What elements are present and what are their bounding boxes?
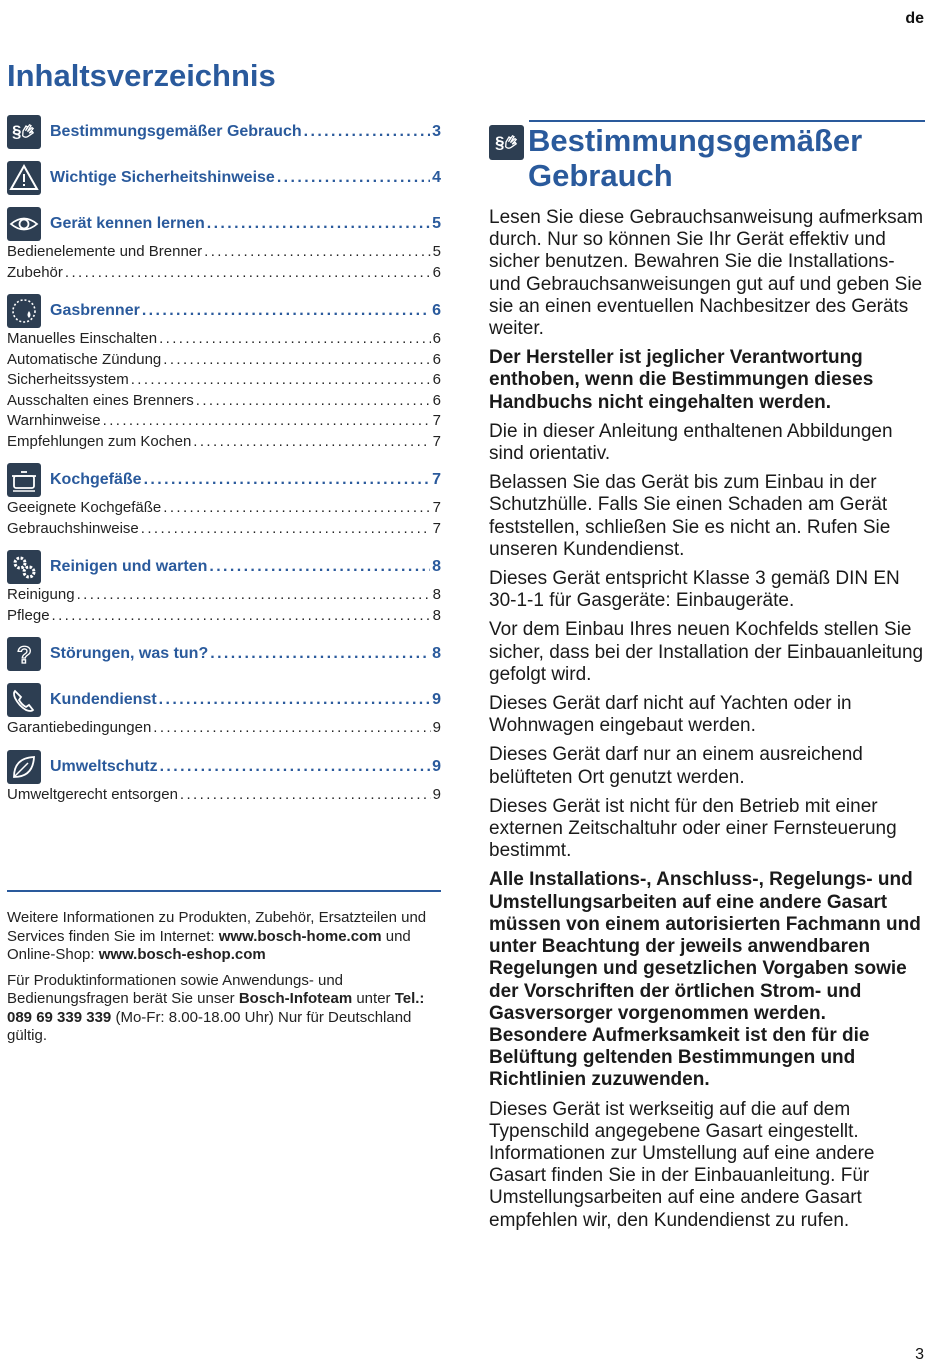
toc-section-gasbrenner[interactable] <box>7 292 441 330</box>
toc-subentry[interactable] <box>7 499 441 520</box>
toc-label: Empfehlungen zum Kochen <box>7 432 192 450</box>
svg-text:§: § <box>494 132 504 152</box>
paragraph-hand-icon <box>489 125 524 160</box>
toc-label: Geeignete Kochgefäße <box>7 499 162 516</box>
toc-label: Bestimmungsgemäßer Gebrauch <box>50 123 302 140</box>
shop-link[interactable]: www.bosch-eshop.com <box>98 946 266 963</box>
hotline-info <box>7 972 441 1046</box>
heading-rule <box>529 120 925 122</box>
toc-label: Garantiebedingungen <box>7 719 152 736</box>
toc-page: 8 <box>432 606 441 624</box>
toc-page: 6 <box>432 350 441 368</box>
toc-subentry[interactable] <box>7 586 441 607</box>
toc-label: Zubehör <box>7 263 63 281</box>
toc-page: 8 <box>432 558 441 575</box>
paragraph-emphasis: Der Hersteller ist jeglicher Verantwortung enthoben, wenn die Bestimmungen dieses Handbuchs nicht eingehalten werden. <box>489 347 874 413</box>
hotline-hours: (Mo-Fr: 8.00-18.00 Uhr) Nur für Deutschland gültig. <box>7 1008 412 1044</box>
toc-section-kundendienst[interactable] <box>7 681 441 719</box>
toc-label: Gasbrenner <box>50 302 140 319</box>
toc-page: 6 <box>432 302 441 319</box>
toc-label: Gerät kennen lernen <box>50 215 205 232</box>
toc-subentry[interactable] <box>7 433 441 454</box>
toc-label: Umweltgerecht entsorgen <box>7 785 178 803</box>
toc-page: 3 <box>432 123 441 140</box>
toc-section-geraet-kennen-lernen[interactable] <box>7 205 441 243</box>
toc-page: 9 <box>432 691 441 708</box>
toc-label: Reinigen und warten <box>50 558 208 575</box>
section-bestimmungsgemaesser-gebrauch <box>489 120 925 1239</box>
toc-subentry[interactable] <box>7 330 441 351</box>
svg-text:?: ? <box>17 642 32 669</box>
toc-label: Warnhinweise <box>7 412 101 429</box>
toc-page: 7 <box>432 499 441 516</box>
website-link[interactable]: www.bosch-home.com <box>218 927 382 945</box>
toc-page: 8 <box>432 586 441 603</box>
toc-label: Ausschalten eines Brenners <box>7 391 194 409</box>
toc-subentry[interactable] <box>7 351 441 372</box>
toc-page: 9 <box>432 757 441 775</box>
toc-label: Bedienelemente und Brenner <box>7 243 203 260</box>
toc-label: Sicherheitssystem <box>7 371 129 388</box>
toc-subentry[interactable] <box>7 243 441 264</box>
cookware-pot-icon <box>7 463 41 497</box>
page-number: 3 <box>915 1346 924 1363</box>
paragraph: Dieses Gerät entspricht Klasse 3 gemäß DIN EN 30-1-1 für Gasgeräte: Einbaugeräte. <box>489 568 900 612</box>
divider <box>7 890 441 892</box>
web-info <box>7 909 441 965</box>
toc-label: Kochgefäße <box>50 471 142 488</box>
toc-section-kochgefaesse[interactable] <box>7 461 441 499</box>
toc-page: 9 <box>432 785 441 803</box>
toc-label: Manuelles Einschalten <box>7 330 158 347</box>
paragraph: Dieses Gerät ist werkseitig auf die auf dem Typenschild angegebene Gasart eingestellt. Informationen zur Umstellung auf eine andere Gasart finden Sie in der Einbauanleitung. Für Umstellungsarbeiten auf eine andere Gasart empfehlen wir, den Kundendienst zu rufen. <box>489 1098 875 1231</box>
warning-triangle-icon <box>7 161 41 195</box>
toc-section-umweltschutz[interactable] <box>7 748 441 786</box>
paragraph: Die in dieser Anleitung enthaltenen Abbildungen sind orientativ. <box>489 420 893 465</box>
hotline-text: Für Produktinformationen sowie Anwendungs- und Bedienungsfragen berät Sie unser <box>7 971 344 1007</box>
eye-icon <box>7 207 41 241</box>
toc-subentry[interactable] <box>7 392 441 413</box>
toc-page: 7 <box>432 432 441 450</box>
toc-section-stoerungen[interactable] <box>7 635 441 673</box>
toc-subentry[interactable] <box>7 371 441 392</box>
svg-text:§: § <box>12 122 22 141</box>
web-info-text: Weitere Informationen zu Produkten, Zubehör, Ersatzteilen und Services finden Sie im Internet: <box>7 909 427 945</box>
toc-label: Gebrauchshinweise <box>7 519 139 537</box>
toc-page: 6 <box>432 263 441 281</box>
infoteam-name: Bosch-Infoteam <box>238 990 353 1007</box>
gas-burner-icon <box>7 294 41 328</box>
toc-page: 7 <box>432 471 441 488</box>
paragraph: Vor dem Einbau Ihres neuen Kochfelds stellen Sie sicher, dass bei der Installation der Einbauanleitung gefolgt wird. <box>489 619 924 685</box>
toc-label: Wichtige Sicherheitshinweise <box>50 169 275 186</box>
toc-page: 9 <box>432 719 441 736</box>
toc-label: Automatische Zündung <box>7 350 162 368</box>
toc-page: 7 <box>432 519 441 537</box>
toc-label: Reinigung <box>7 586 75 603</box>
toc-section-reinigen-und-warten[interactable] <box>7 548 441 586</box>
web-info-mid: und Online-Shop: <box>7 927 411 963</box>
toc-page: 4 <box>432 169 441 186</box>
paragraph: Lesen Sie diese Gebrauchsanweisung aufmerksam durch. Nur so können Sie Ihr Gerät effektiv und sicher benutzen. Bewahren Sie die Installations- und Gebrauchsanweisungen gut auf und geben Sie sie an einen eventuellen Nachbesitzer des Geräts weiter. <box>489 207 924 340</box>
toc-section-sicherheitshinweise[interactable] <box>7 159 441 197</box>
paragraph-emphasis: Alle Installations-, Anschluss-, Regelungs- und Umstellungsarbeiten auf eine andere Gasart müssen von einem autorisierten Fachmann und unter Beachtung der jeweils anwendbaren Regelungen und gesetzlichen Vorgaben sowie der Vorschriften der örtlichen Strom- und Gasversorger vorgenommen werden. Besondere Aufmerksamkeit ist den für die Belüftung geltenden Bestimmungen und Richtlinien zuzuwenden. <box>489 869 921 1091</box>
section-body <box>489 207 925 1232</box>
question-mark-icon <box>7 637 41 671</box>
hotline-mid: unter <box>352 990 395 1007</box>
toc-subentry[interactable] <box>7 264 441 285</box>
toc-subentry[interactable] <box>7 719 441 740</box>
phone-icon <box>7 683 41 717</box>
toc-page: 6 <box>432 391 441 409</box>
toc-label: Störungen, was tun? <box>50 645 209 662</box>
toc-page: 8 <box>432 645 441 662</box>
leaf-icon <box>7 750 41 784</box>
toc-label: Kundendienst <box>50 691 157 708</box>
toc-label: Umweltschutz <box>50 757 158 775</box>
toc-page: 5 <box>432 215 441 232</box>
toc-subentry[interactable] <box>7 520 441 541</box>
toc-page: 5 <box>432 243 441 260</box>
phone-number[interactable]: Tel.: 089 69 339 339 <box>7 990 425 1026</box>
table-of-contents <box>7 113 441 806</box>
toc-section-bestimmungsgemaesser-gebrauch[interactable] <box>7 113 441 151</box>
paragraph: Belassen Sie das Gerät bis zum Einbau in der Schutzhülle. Falls Sie einen Schaden am Gerät feststellen, schließen Sie es nicht an. Rufen Sie unseren Kundendienst. <box>489 472 891 560</box>
cleaning-gears-icon <box>7 550 41 584</box>
toc-subentry[interactable] <box>7 412 441 433</box>
paragraph-hand-icon <box>7 115 41 149</box>
toc-subentry[interactable] <box>7 786 441 807</box>
contact-info <box>7 909 441 1053</box>
paragraph: Dieses Gerät darf nicht auf Yachten oder in Wohnwagen eingebaut werden. <box>489 693 852 737</box>
toc-title: Inhaltsverzeichnis <box>7 58 276 93</box>
toc-label: Pflege <box>7 606 50 624</box>
paragraph: Dieses Gerät darf nur an einem ausreichend belüfteten Ort genutzt werden. <box>489 744 863 788</box>
language-code: de <box>905 10 924 27</box>
toc-page: 7 <box>432 412 441 429</box>
paragraph: Dieses Gerät ist nicht für den Betrieb mit einer externen Zeitschaltuhr oder einer Fernsteuerung bestimmt. <box>489 795 897 862</box>
toc-page: 6 <box>432 371 441 388</box>
section-heading: Bestimmungsgemäßer Gebrauch <box>528 123 863 193</box>
toc-page: 6 <box>432 330 441 347</box>
toc-subentry[interactable] <box>7 607 441 628</box>
